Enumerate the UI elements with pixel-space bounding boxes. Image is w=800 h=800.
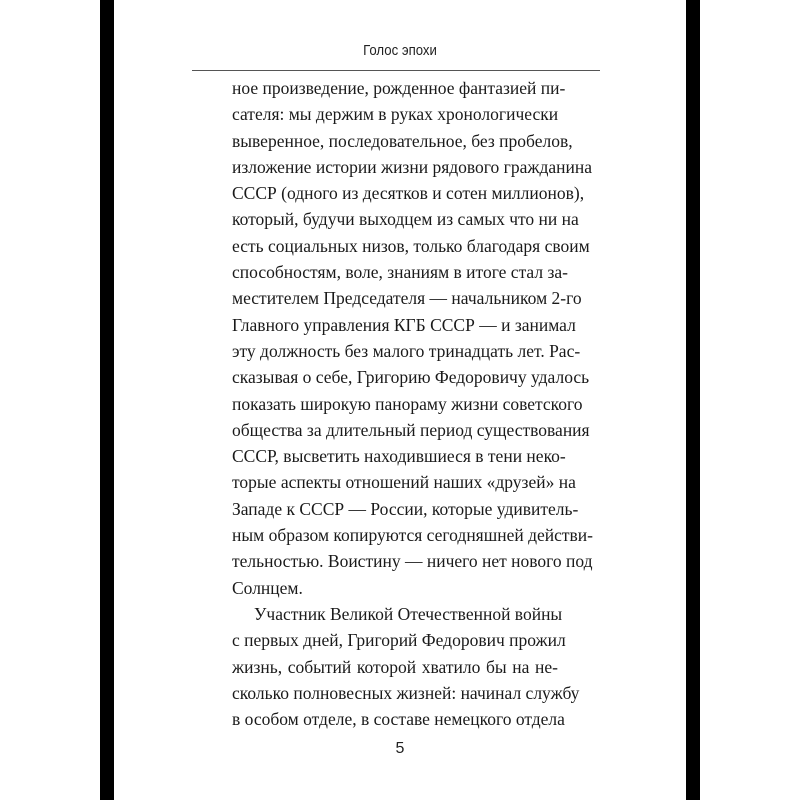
text-line: в особом отделе, в составе немецкого отдела — [232, 709, 565, 730]
right-black-border — [686, 0, 700, 800]
page-number: 5 — [395, 740, 405, 757]
text-line: СССР, высветить находившиеся в тени неко- — [232, 446, 566, 467]
text-line: местителем Председателя — начальником 2-го — [232, 288, 582, 309]
text-line: сказывая о себе, Григорию Федоровичу удалось — [232, 367, 590, 388]
body-text — [232, 75, 593, 732]
text-line: с первых дней, Григорий Федорович прожил — [232, 630, 566, 651]
text-line: ное произведение, рожденное фантазией пи- — [232, 78, 566, 98]
text-line: торые аспекты отношений наших «друзей» на — [232, 472, 576, 493]
text-line: эту должность без малого тринадцать лет. Рас- — [232, 340, 581, 361]
text-line: Главного управления КГБ СССР — и занимал — [232, 314, 576, 335]
text-line: который, будучи выходцем из самых что ни на — [232, 209, 579, 230]
text-line: показать широкую панораму жизни советского — [232, 393, 583, 414]
text-line: Участник Великой Отечественной войны — [254, 603, 563, 624]
header-rule — [192, 70, 600, 71]
text-line: есть социальных низов, только благодаря своим — [232, 235, 590, 256]
left-black-border — [100, 0, 114, 800]
text-line: сколько полновесных жизней: начинал службу — [232, 682, 580, 703]
text-line: Западе к СССР — России, которые удивитель- — [232, 498, 579, 519]
book-page — [114, 0, 686, 800]
running-header: Голос эпохи — [363, 42, 437, 59]
text-line: сателя: мы держим в руках хронологически — [232, 104, 559, 125]
text-line: Солнцем. — [232, 577, 303, 598]
text-line: тельностью. Воистину — ничего нет нового под — [232, 551, 593, 572]
text-line: общества за длительный период существования — [232, 419, 590, 440]
text-line: ным образом копируются сегодняшней действи- — [232, 525, 593, 546]
text-line: СССР (одного из десятков и сотен миллионов), — [232, 183, 585, 204]
text-line: жизнь, событий которой хватило бы на не- — [232, 656, 558, 677]
text-line: выверенное, последовательное, без пробелов, — [232, 130, 573, 151]
text-line: способностям, воле, знаниям в итоге стал за- — [232, 262, 568, 283]
text-line: изложение истории жизни рядового гражданина — [232, 156, 592, 177]
